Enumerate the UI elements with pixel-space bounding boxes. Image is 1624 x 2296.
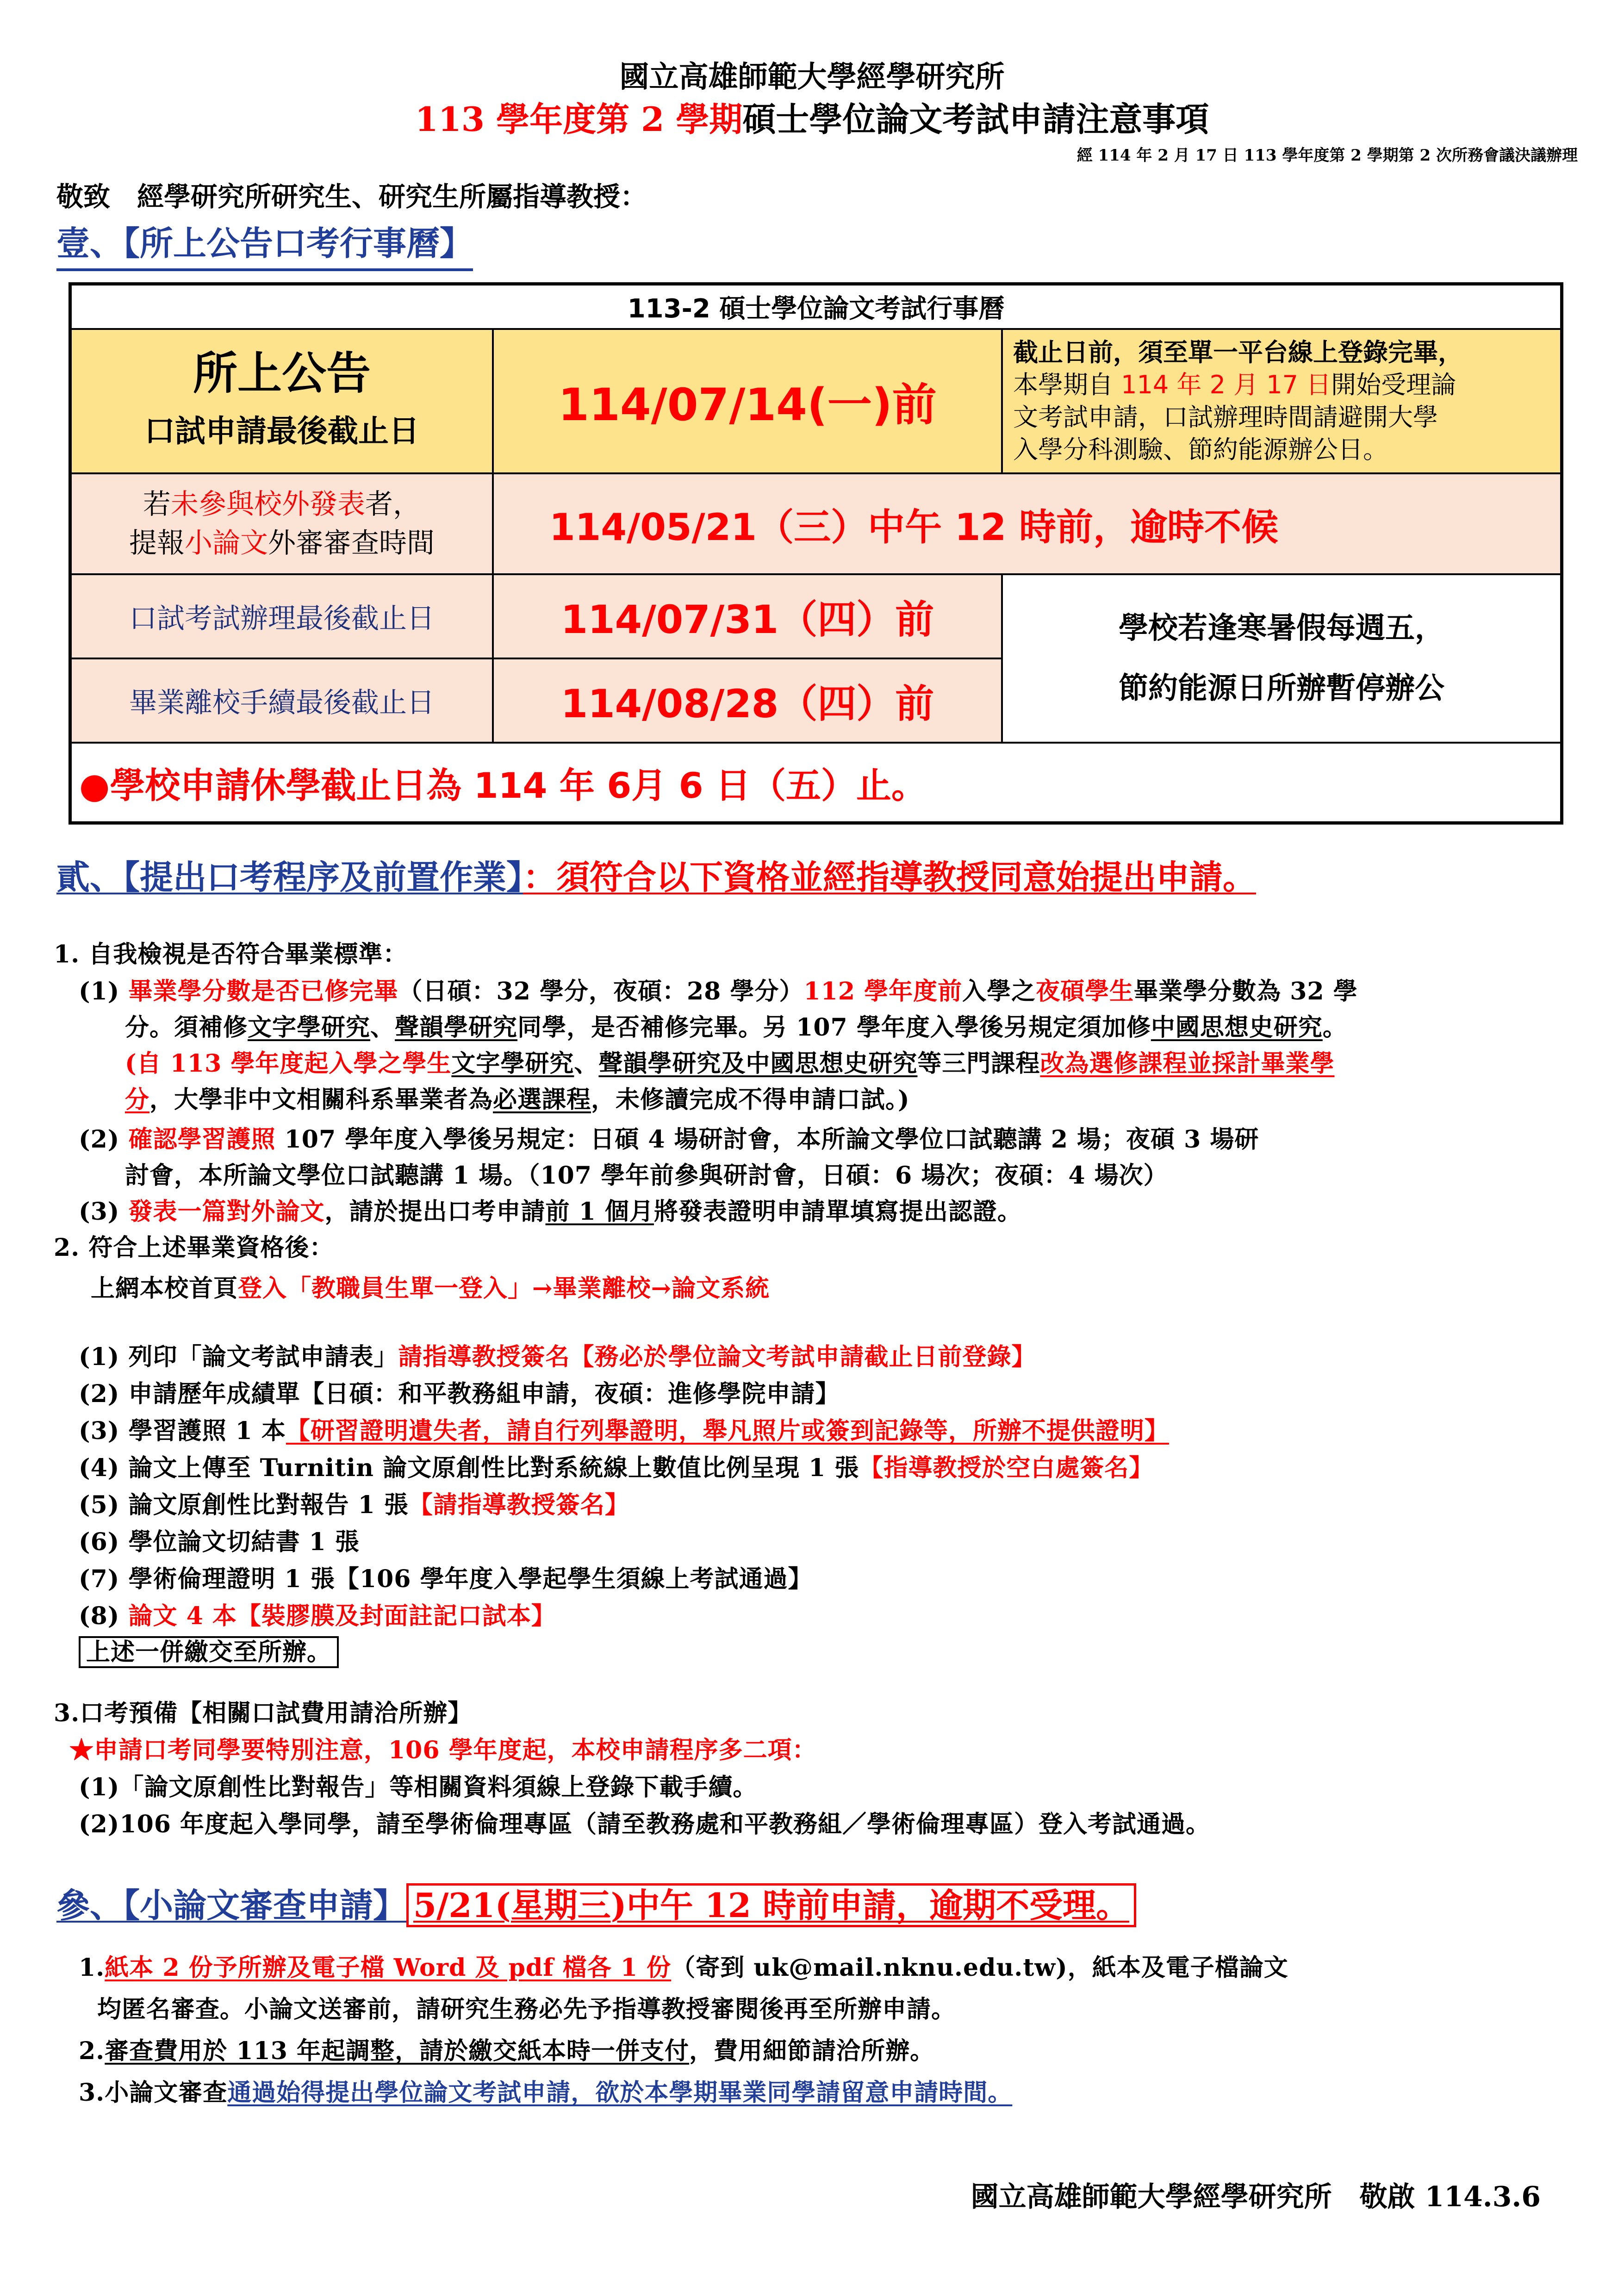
- note-line2: 本學期自 114 年 2 月 17 日開始受理論: [1013, 370, 1456, 399]
- list-item-6: (6) 學位論文切結書 1 張: [79, 1528, 360, 1556]
- label-deadline: 口試申請最後截止日: [144, 413, 419, 449]
- item1-3: (3) 發表一篇對外論文，請於提出口考申請前 1 個月將發表證明申請單填寫提出認證。: [79, 1198, 1022, 1226]
- note-line1: 截止日前，須至單一平台線上登錄完畢，: [1013, 338, 1463, 367]
- section3-heading: [56, 1879, 1136, 1927]
- item3-1: (1)「論文原創性比對報告」等相關資料須線上登錄下載手續。: [79, 1773, 758, 1801]
- row2-label-line1: 若未參與校外發表者，: [143, 488, 421, 521]
- closure-line2: 節約能源日所辦暫停辦公: [1119, 671, 1444, 706]
- submission-note: 上述一併繳交至所辦。: [79, 1632, 339, 1667]
- list-item-4: (4) 論文上傳至 Turnitin 論文原創性比對系統線上數值比例呈現 1 張【指導教授於空白處簽名】: [79, 1454, 1154, 1482]
- schedule-table: [68, 282, 1563, 825]
- title-term: 113 學年度第 2 學期: [415, 99, 743, 139]
- item1-1-line2: 分。須補修文字學研究、聲韻學研究同學，是否補修完畢。另 107 學年度入學後另規定須加修中國思想史研究。: [125, 1013, 1347, 1042]
- table-row3-label: 口試考試辦理最後截止日: [72, 573, 492, 658]
- section2-heading: [56, 850, 1256, 899]
- list-item-2: (2) 申請歷年成績單【日碩：和平教務組申請，夜碩：進修學院申請】: [79, 1380, 840, 1408]
- note-line3: 文考試申請，口試辦理時間請避開大學: [1013, 403, 1438, 432]
- s3-item1-line2: 均匿名審查。小論文送審前，請研究生務必先予指導教授審閱後再至所辦申請。: [97, 1995, 956, 2023]
- table-closure-note: [1001, 573, 1560, 742]
- section1-heading: 壹、【所上公告口考行事曆】: [56, 217, 473, 271]
- label-announce: 所上公告: [193, 348, 371, 399]
- document-title-line1: 國立高雄師範大學經學研究所: [619, 60, 1005, 94]
- list-item-5: (5) 論文原創性比對報告 1 張【請指導教授簽名】: [79, 1491, 629, 1519]
- list-item-8: (8) 論文 4 本【裝膠膜及封面註記口試本】: [79, 1602, 556, 1630]
- table-title: 113-2 碩士學位論文考試行事曆: [627, 294, 1005, 324]
- row2-label-line2: 提報小論文外審審查時間: [129, 527, 435, 559]
- note-line4: 入學分科測驗、節約能源辦公日。: [1013, 435, 1388, 464]
- section3-deadline-box: 5/21(星期三)中午 12 時前申請，逾期不受理。: [406, 1883, 1136, 1927]
- item1-1-line1: (1) 畢業學分數是否已修完畢（日碩：32 學分，夜碩：28 學分）112 學年度前入學之夜碩學生畢業學分數為 32 學: [79, 977, 1358, 1005]
- table-row1-label: [72, 328, 492, 472]
- table-row4-label: 畢業離校手續最後截止日: [72, 658, 492, 742]
- table-row3-date: 114/07/31（四）前: [492, 573, 1001, 658]
- item1-2-line1: (2) 確認學習護照 107 學年度入學後另規定：日碩 4 場研討會，本所論文學位口試聽講 2 場；夜碩 3 場研: [79, 1125, 1259, 1154]
- section2-heading-title: 貳、【提出口考程序及前置作業】: [56, 857, 523, 897]
- item1-title: 1. 自我檢視是否符合畢業標準：: [54, 940, 408, 968]
- list-item-3: (3) 學習護照 1 本【研習證明遺失者，請自行列舉證明，舉凡照片或簽到記錄等，所辦不提供證明】: [79, 1417, 1169, 1445]
- table-row4-date: 114/08/28（四）前: [492, 658, 1001, 742]
- item1-2-line2: 討會，本所論文學位口試聽講 1 場。（107 學年前參與研討會，日碩：6 場次；夜碩：4 場次）: [125, 1161, 1168, 1190]
- table-row2-label: [72, 472, 492, 573]
- s3-item2: 2.審查費用於 113 年起調整，請於繳交紙本時一併支付，費用細節請洽所辦。: [79, 2037, 935, 2065]
- closure-line1: 學校若逢寒暑假每週五，: [1119, 611, 1444, 645]
- leave-deadline-row: ●學校申請休學截止日為 114 年 6月 6 日（五）止。: [72, 742, 1560, 821]
- table-row1-note: [1001, 328, 1560, 472]
- list-item-1: (1) 列印「論文考試申請表」請指導教授簽名【務必於學位論文考試申請截止日前登錄】: [79, 1343, 1036, 1371]
- section3-heading-title: 參、【小論文審查申請】: [56, 1886, 407, 1925]
- table-row1-date: 114/07/14(一)前: [492, 328, 1001, 472]
- section2-heading-condition: ：須符合以下資格並經指導教授同意始提出申請。: [523, 857, 1257, 897]
- table-row2-date: 114/05/21（三）中午 12 時前，逾時不候: [492, 472, 1560, 573]
- item2-title: 2. 符合上述畢業資格後：: [54, 1234, 334, 1262]
- meeting-note: 經 114 年 2 月 17 日 113 學年度第 2 學期第 2 次所務會議決議辦理: [1076, 146, 1578, 165]
- item3-title: 3.口考預備【相關口試費用請洽所辦】: [54, 1699, 473, 1727]
- item1-1-line3: (自 113 學年度起入學之學生文字學研究、聲韻學研究及中國思想史研究等三門課程改為選修課程並採計畢業學: [125, 1049, 1335, 1078]
- document-footer: 國立高雄師範大學經學研究所 敬啟 114.3.6: [971, 2181, 1541, 2213]
- salutation: 敬致 經學研究所研究生、研究生所屬指導教授：: [56, 181, 647, 212]
- document-title-line2: [0, 93, 1624, 141]
- item3-2: (2)106 年度起入學同學，請至學術倫理專區（請至教務處和平教務組／學術倫理專區）登入考試通過。: [79, 1810, 1211, 1838]
- s3-item1-line1: 1.紙本 2 份予所辦及電子檔 Word 及 pdf 檔各 1 份（寄到 uk@mail.nknu.edu.tw)，紙本及電子檔論文: [79, 1954, 1288, 1982]
- item1-1-line4: 分，大學非中文相關科系畢業者為必選課程，未修讀完成不得申請口試。): [125, 1086, 910, 1114]
- title-subject: 碩士學位論文考試申請注意事項: [742, 99, 1209, 139]
- item3-star-note: ★申請口考同學要特別注意，106 學年度起，本校申請程序多二項：: [69, 1736, 817, 1764]
- item2-login-path: 上網本校首頁登入「教職員生單一登入」→畢業離校→論文系統: [91, 1274, 770, 1303]
- s3-item3: 3.小論文審查通過始得提出學位論文考試申請，欲於本學期畢業同學請留意申請時間。: [79, 2079, 1013, 2107]
- list-item-7: (7) 學術倫理證明 1 張【106 學年度入學起學生須線上考試通過】: [79, 1565, 813, 1593]
